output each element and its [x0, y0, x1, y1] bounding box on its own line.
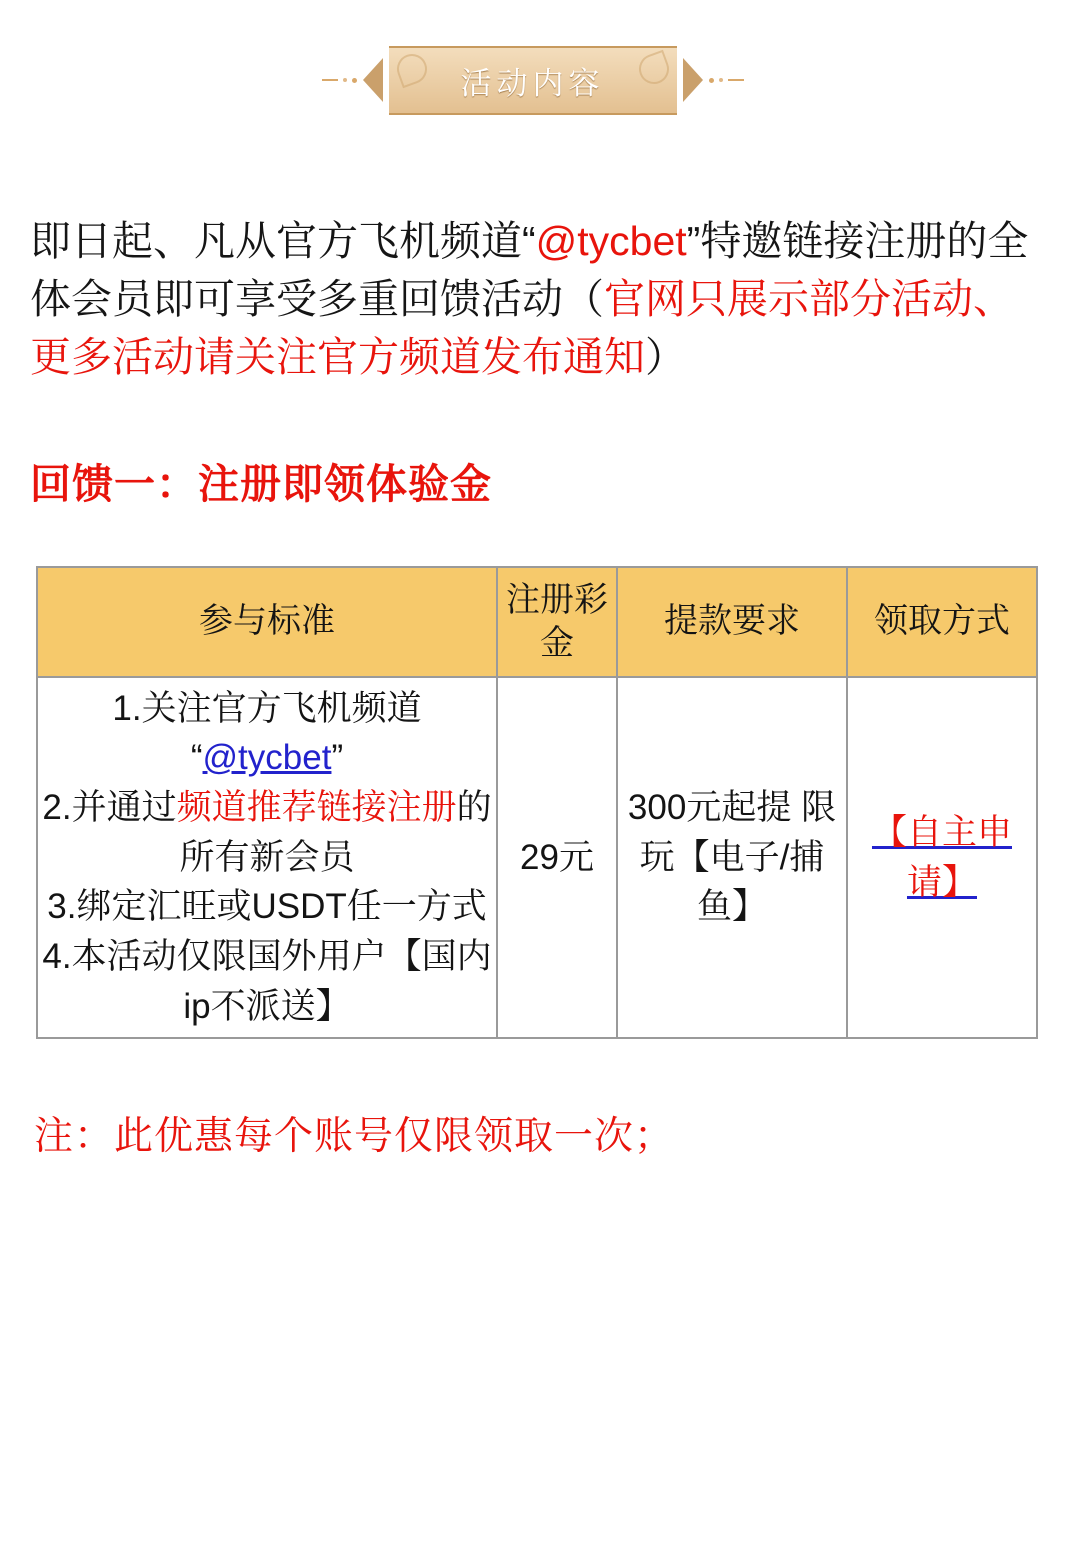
telegram-handle-link[interactable]: @tycbet: [202, 738, 332, 778]
criteria-line-2-highlight: 频道推荐链接注册: [176, 788, 457, 828]
intro-paragraph: [30, 212, 1035, 387]
page-title: 活动内容: [460, 65, 605, 101]
banner: [0, 0, 1065, 160]
criteria-line-3: 3.绑定汇旺或USDT任一方式: [47, 887, 487, 927]
criteria-line-2: [42, 783, 492, 882]
column-header-bonus: 注册彩金: [497, 567, 617, 677]
quote-close: ”: [331, 738, 344, 778]
banner-plate: [389, 46, 677, 115]
banner-left-dots: [322, 78, 357, 83]
table-head: [37, 567, 1037, 677]
criteria-line-2-prefix: 2.并通过: [42, 788, 177, 828]
cell-claim[interactable]: [847, 677, 1037, 1039]
right-arrow-icon: [683, 58, 703, 102]
footer-note: 注：此优惠每个账号仅限领取一次；: [34, 1115, 675, 1159]
telegram-handle: @tycbet: [535, 218, 687, 264]
quote-open: “: [190, 738, 203, 778]
withdraw-line-1: 300元起提: [627, 788, 792, 828]
intro-text-part2: ”特邀链接注册的全体会员即可享受多重回馈活动（: [30, 218, 1029, 323]
cell-bonus: 29元: [497, 677, 617, 1039]
left-arrow-icon: [363, 58, 383, 102]
criteria-line-4: 4.本活动仅限国外用户【国内ip不派送】: [42, 937, 492, 1026]
column-header-criteria: 参与标准: [37, 567, 497, 677]
table-header-row: [37, 567, 1037, 677]
intro-text-part1: 即日起、凡从官方飞机频道“: [30, 218, 536, 264]
criteria-line-2-suffix: 的所有新会员: [179, 788, 492, 877]
withdraw-line-2: 限玩【电子/捕鱼】: [639, 788, 837, 927]
table-row: [37, 677, 1037, 1039]
cell-criteria: [37, 677, 497, 1039]
column-header-claim: 领取方式: [847, 567, 1037, 677]
table-body: [37, 677, 1037, 1039]
criteria-line-1: 1.关注官方飞机频道: [112, 688, 422, 728]
criteria-handle-line: [42, 733, 492, 783]
intro-highlight: 官网只展示部分活动、更多活动请关注官方频道发布通知: [30, 276, 1014, 381]
column-header-withdraw: 提款要求: [617, 567, 847, 677]
cell-withdraw: [617, 677, 847, 1039]
content-area: [0, 212, 1065, 1161]
intro-text-part3: ）: [645, 334, 686, 381]
banner-inner: [322, 46, 744, 115]
banner-right-dots: [709, 78, 744, 83]
self-apply-link[interactable]: 【自主申请】: [871, 812, 1012, 902]
promotion-table: [36, 566, 1038, 1040]
section-heading: 回馈一：注册即领体验金: [30, 460, 492, 507]
